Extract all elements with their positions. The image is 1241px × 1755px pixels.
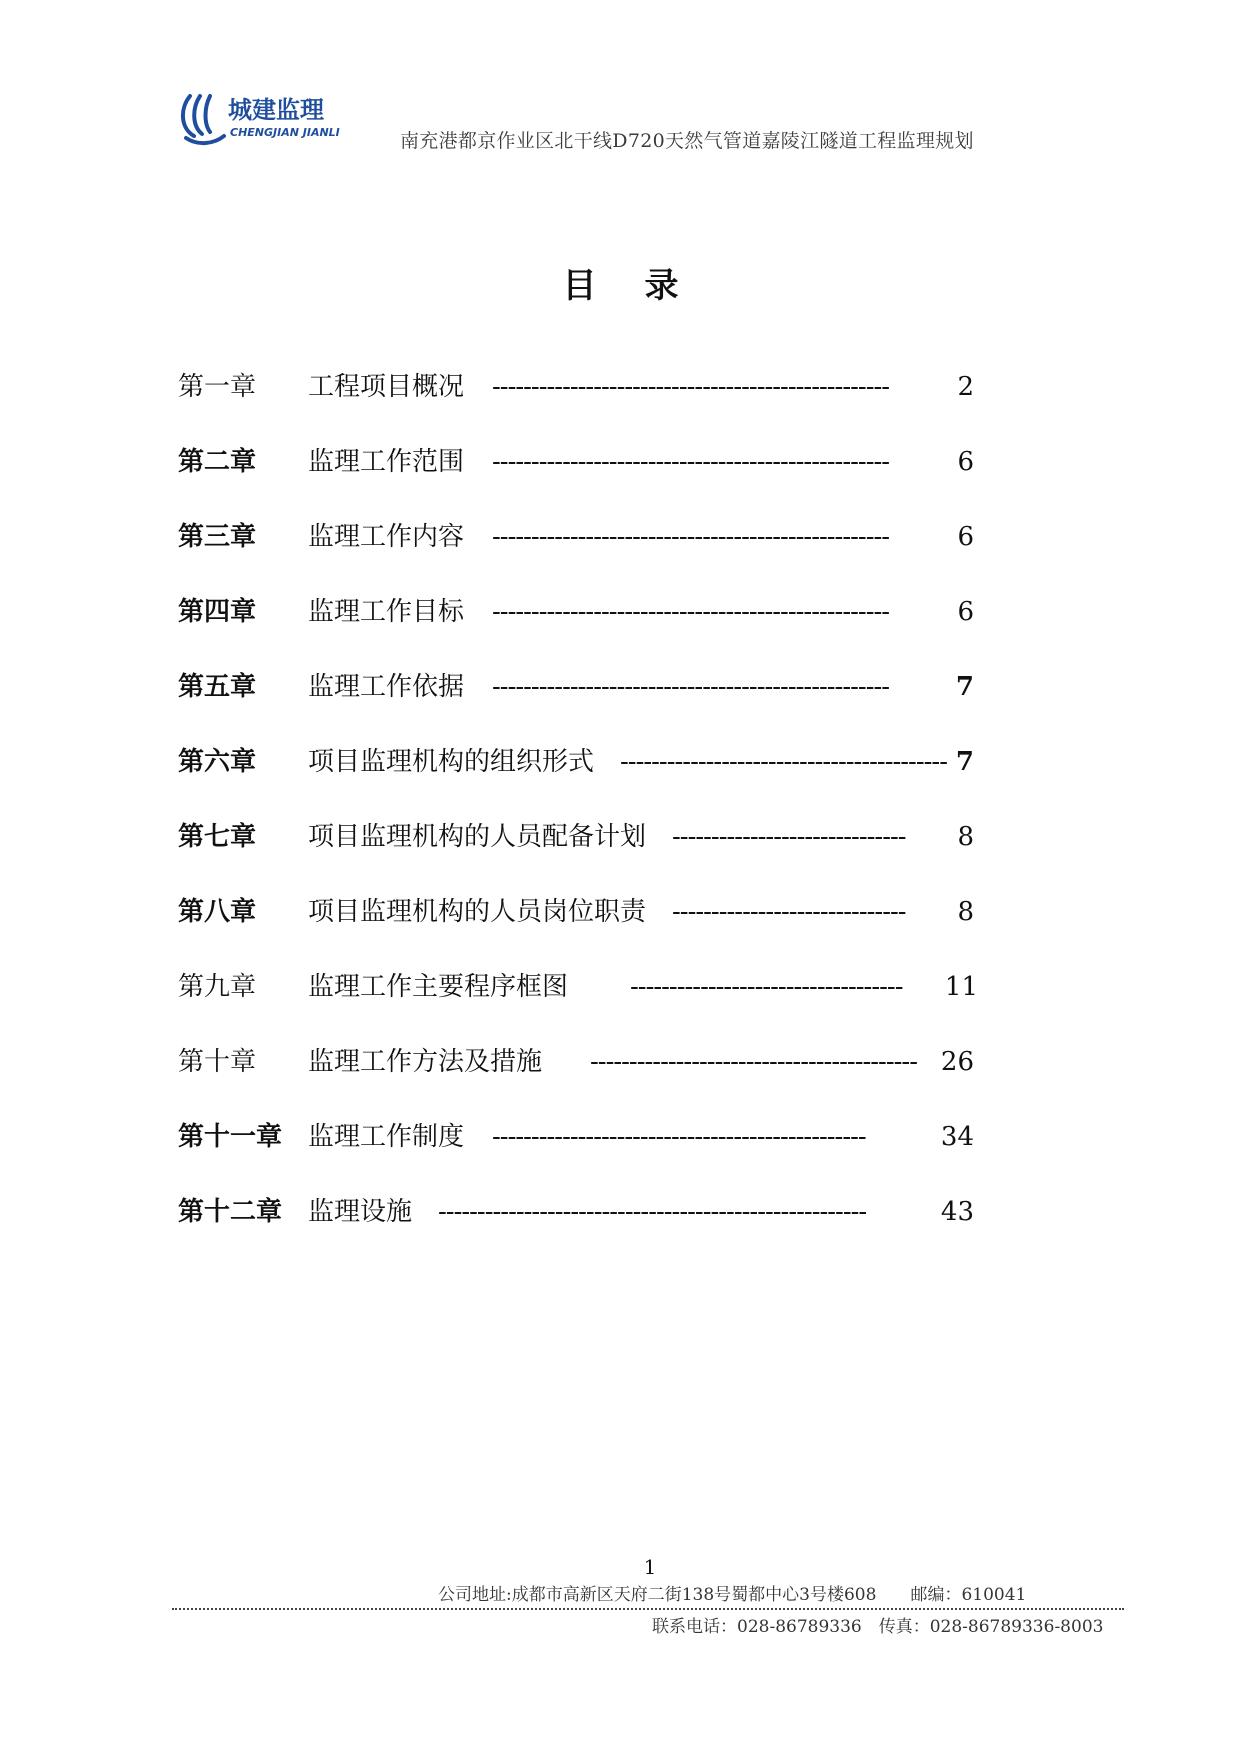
footer-contact: 联系电话：028-86789336 传真：028-86789336-8003	[652, 1617, 1104, 1637]
table-of-contents	[178, 370, 998, 1270]
toc-chapter-title: 项目监理机构的人员岗位职责	[308, 897, 647, 927]
toc-chapter-title: 监理工作依据	[308, 672, 465, 702]
document-header-title: 南充港都京作业区北干线D720天然气管道嘉陵江隧道工程监理规划	[400, 130, 974, 152]
toc-chapter-title: 监理工作目标	[308, 597, 465, 627]
logo-subtext: CHENGJIAN JIANLI	[230, 126, 340, 139]
toc-entry[interactable]	[178, 820, 998, 854]
toc-leader-dashes: ------------------------------------------------	[492, 1122, 866, 1152]
toc-leader-dashes: -------------------------------------------------------	[438, 1197, 867, 1227]
toc-page-number: 2	[957, 372, 974, 402]
toc-page-number: 7	[955, 672, 974, 702]
toc-leader-dashes: ------------------------------	[672, 897, 906, 927]
toc-page-number: 43	[940, 1197, 974, 1227]
toc-leader-dashes: ------------------------------	[672, 822, 906, 852]
toc-leader-dashes: ---------------------------------------------------	[492, 597, 890, 627]
toc-chapter-number: 第五章	[178, 672, 257, 702]
toc-entry[interactable]	[178, 670, 998, 704]
toc-leader-dashes: ------------------------------------------	[620, 747, 947, 777]
toc-chapter-number: 第三章	[178, 522, 257, 552]
toc-chapter-number: 第十一章	[178, 1122, 283, 1152]
logo-text: 城建监理	[228, 96, 324, 124]
toc-page-number: 11	[944, 972, 978, 1002]
company-logo	[178, 88, 348, 150]
page-number: 1	[643, 1555, 657, 1579]
toc-leader-dashes: ---------------------------------------------------	[492, 372, 890, 402]
toc-chapter-title: 监理工作范围	[308, 447, 465, 477]
toc-chapter-title: 监理工作内容	[308, 522, 465, 552]
toc-chapter-number: 第二章	[178, 447, 257, 477]
toc-leader-dashes: ---------------------------------------------------	[492, 672, 890, 702]
toc-page-number: 26	[940, 1047, 974, 1077]
toc-entry[interactable]	[178, 520, 998, 554]
toc-entry[interactable]	[178, 595, 998, 629]
logo-mark-icon	[183, 96, 224, 143]
toc-chapter-number: 第七章	[178, 822, 257, 852]
toc-leader-dashes: -----------------------------------	[630, 972, 903, 1002]
toc-entry[interactable]	[178, 1195, 998, 1229]
toc-page-number: 8	[957, 897, 974, 927]
toc-page-number: 6	[957, 522, 974, 552]
toc-entry[interactable]	[178, 970, 998, 1004]
toc-page-number: 8	[957, 822, 974, 852]
toc-chapter-number: 第九章	[178, 972, 257, 1002]
toc-chapter-title: 工程项目概况	[308, 372, 465, 402]
toc-entry[interactable]	[178, 745, 998, 779]
toc-entry[interactable]	[178, 895, 998, 929]
toc-leader-dashes: ---------------------------------------------------	[492, 447, 890, 477]
toc-page-number: 34	[940, 1122, 974, 1152]
toc-chapter-title: 监理工作主要程序框图	[308, 972, 569, 1002]
toc-chapter-title: 监理工作方法及措施	[308, 1047, 543, 1077]
toc-entry[interactable]	[178, 1120, 998, 1154]
toc-page-number: 6	[957, 447, 974, 477]
toc-entry[interactable]	[178, 370, 998, 404]
toc-chapter-number: 第六章	[178, 747, 257, 777]
toc-chapter-number: 第十章	[178, 1047, 257, 1077]
footer-divider	[172, 1608, 1124, 1610]
toc-entry[interactable]	[178, 1045, 998, 1079]
toc-chapter-number: 第八章	[178, 897, 257, 927]
toc-title: 目录	[562, 266, 727, 306]
toc-chapter-number: 第四章	[178, 597, 257, 627]
footer-address: 公司地址:成都市高新区天府二街138号蜀都中心3号楼608 邮编：610041	[438, 1585, 1027, 1605]
toc-chapter-number: 第十二章	[178, 1197, 283, 1227]
toc-chapter-title: 项目监理机构的人员配备计划	[308, 822, 647, 852]
toc-page-number: 7	[955, 747, 974, 777]
toc-leader-dashes: ---------------------------------------------------	[492, 522, 890, 552]
toc-page-number: 6	[957, 597, 974, 627]
toc-chapter-title: 监理设施	[308, 1197, 413, 1227]
toc-chapter-title: 项目监理机构的组织形式	[308, 747, 595, 777]
toc-chapter-number: 第一章	[178, 372, 257, 402]
toc-entry[interactable]	[178, 445, 998, 479]
toc-chapter-title: 监理工作制度	[308, 1122, 465, 1152]
toc-leader-dashes: ------------------------------------------	[590, 1047, 917, 1077]
